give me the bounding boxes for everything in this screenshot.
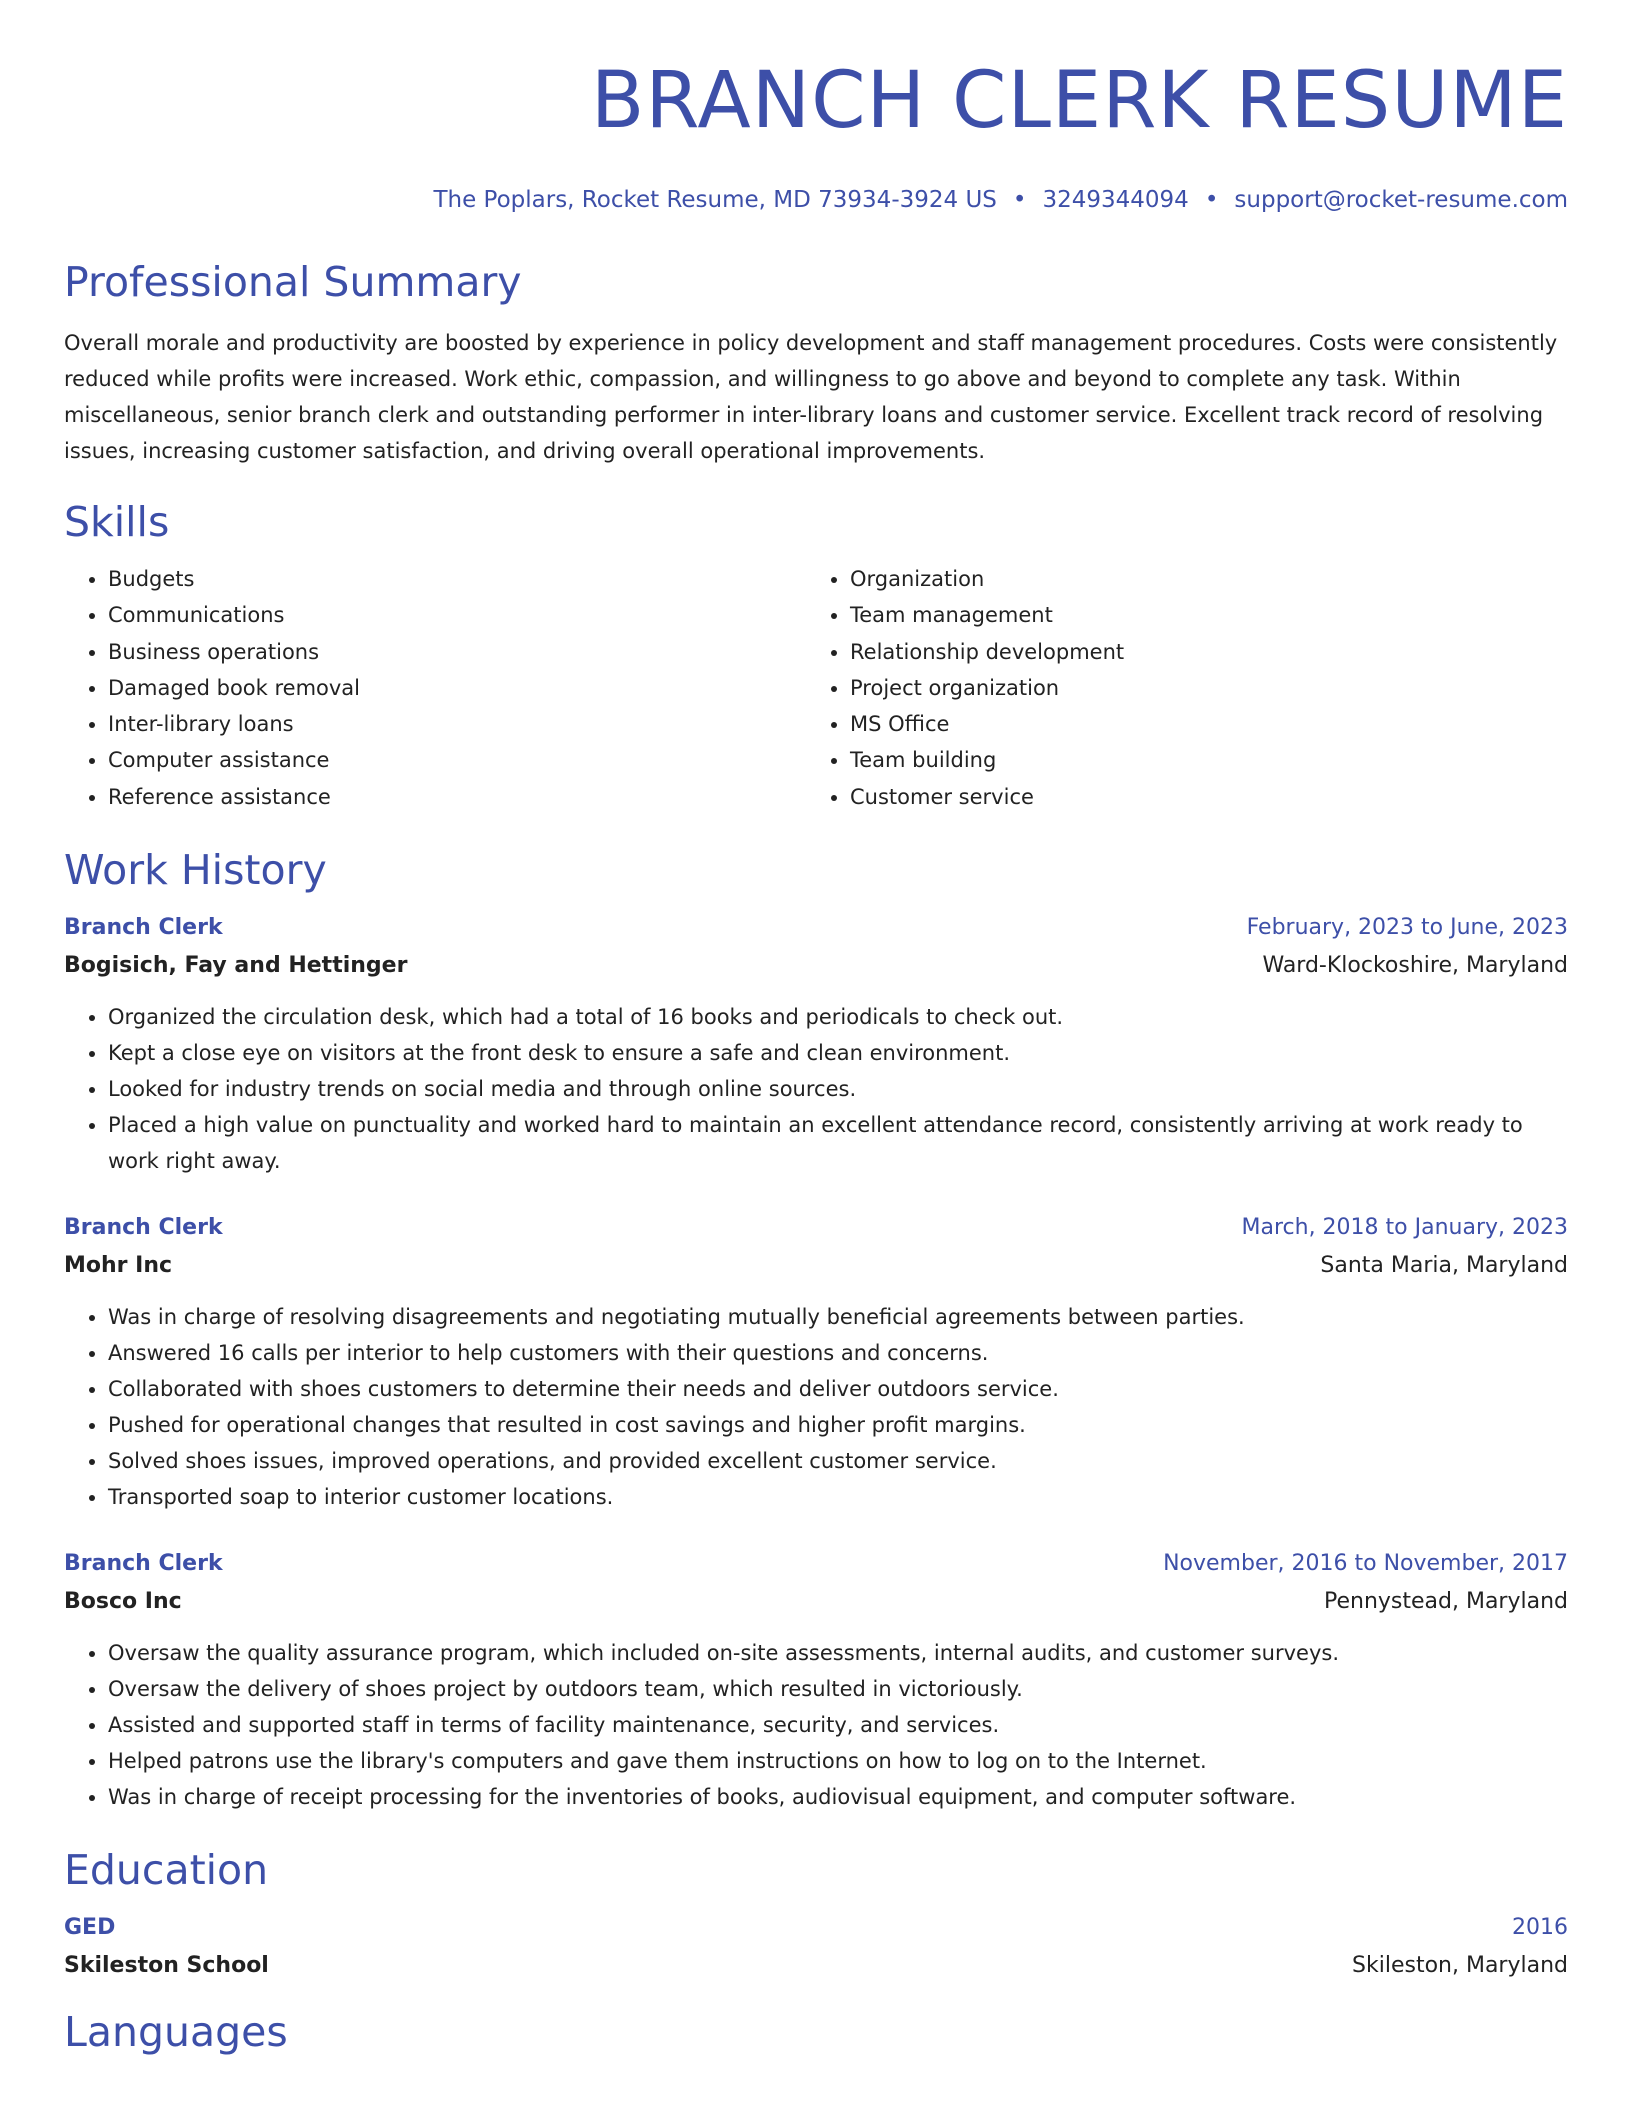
job-header-row — [64, 1545, 1568, 1583]
job-role: Branch Clerk — [64, 1551, 223, 1577]
job-entry — [64, 1209, 1568, 1515]
skill-item: • Project organization — [850, 670, 1548, 706]
job-dates: November, 2016 to November, 2017 — [1163, 1551, 1568, 1577]
skill-item: • Reference assistance — [108, 779, 806, 815]
job-dates: March, 2018 to January, 2023 — [1241, 1215, 1568, 1241]
job-bullet: • Transported soap to interior customer locations. — [108, 1479, 1568, 1515]
education-year: 2016 — [1512, 1915, 1568, 1941]
job-bullet: • Was in charge of receipt processing for the inventories of books, audiovisual equipment, and computer software. — [108, 1779, 1568, 1815]
job-location: Pennystead, Maryland — [1323, 1589, 1568, 1615]
skill-item: • Organization — [850, 561, 1548, 597]
skill-item: • Damaged book removal — [108, 670, 806, 706]
job-company: Bosco Inc — [64, 1589, 182, 1615]
job-bullet: • Oversaw the delivery of shoes project by outdoors team, which resulted in victoriously. — [108, 1671, 1568, 1707]
contact-separator: • — [1204, 187, 1219, 213]
education-header-row — [64, 1909, 1568, 1947]
contact-separator: • — [1012, 187, 1027, 213]
education-location: Skileston, Maryland — [1352, 1953, 1568, 1979]
skill-item: • Team building — [850, 742, 1548, 778]
education-school: Skileston School — [64, 1953, 269, 1979]
job-bullet: • Helped patrons use the library's computers and gave them instructions on how to log on to the Internet. — [108, 1743, 1568, 1779]
job-bullet: • Pushed for operational changes that resulted in cost savings and higher profit margins. — [108, 1407, 1568, 1443]
job-header-row — [64, 909, 1568, 947]
work-history-heading: Work History — [64, 846, 327, 895]
job-company: Mohr Inc — [64, 1253, 173, 1279]
skill-item: • Communications — [108, 597, 806, 633]
job-bullet: • Looked for industry trends on social media and through online sources. — [108, 1071, 1568, 1107]
contact-email[interactable]: support@rocket-resume.com — [1234, 187, 1568, 213]
skills-heading: Skills — [64, 498, 170, 546]
job-bullet: • Answered 16 calls per interior to help customers with their questions and concerns. — [108, 1335, 1568, 1371]
job-bullet: • Kept a close eye on visitors at the front desk to ensure a safe and clean environment. — [108, 1035, 1568, 1071]
contact-phone: 3249344094 — [1042, 187, 1189, 213]
skill-item: • MS Office — [850, 706, 1548, 742]
skill-item: • Business operations — [108, 634, 806, 670]
education-school-row — [64, 1947, 1568, 1985]
job-bullets — [64, 1635, 1568, 1815]
skill-item: • Computer assistance — [108, 742, 806, 778]
contact-line — [64, 185, 1568, 215]
skill-item: • Team management — [850, 597, 1548, 633]
summary-heading: Professional Summary — [64, 258, 522, 306]
languages-heading: Languages — [64, 2008, 288, 2057]
job-bullet: • Solved shoes issues, improved operations, and provided excellent customer service. — [108, 1443, 1568, 1479]
skills-column-right — [806, 561, 1548, 815]
skills-list — [64, 561, 1568, 815]
job-company: Bogisich, Fay and Hettinger — [64, 953, 408, 979]
skill-item: • Inter-library loans — [108, 706, 806, 742]
contact-address: The Poplars, Rocket Resume, MD 73934-3924 US — [433, 187, 997, 213]
job-location: Ward-Klockoshire, Maryland — [1262, 953, 1568, 979]
education-degree: GED — [64, 1915, 116, 1941]
job-company-row — [64, 1247, 1568, 1285]
job-company-row — [64, 1583, 1568, 1621]
job-bullets — [64, 999, 1568, 1179]
skill-item: • Relationship development — [850, 634, 1548, 670]
job-bullet: • Oversaw the quality assurance program, which included on-site assessments, internal audits, and customer surveys. — [108, 1635, 1568, 1671]
job-bullets — [64, 1299, 1568, 1515]
job-bullet: • Organized the circulation desk, which had a total of 16 books and periodicals to check out. — [108, 999, 1568, 1035]
job-bullet: • Assisted and supported staff in terms of facility maintenance, security, and services. — [108, 1707, 1568, 1743]
skills-column-left — [64, 561, 806, 815]
skill-item: • Budgets — [108, 561, 806, 597]
resume-header — [64, 55, 1568, 215]
summary-text: Overall morale and productivity are boosted by experience in policy development and staff management procedures. Costs were consistently reduced while profits were increased. Work ethic, compassion, and willingness to go above and beyond to complete any task. Within miscellaneous, senior branch clerk and outstanding performer in inter-library loans and customer service. Excellent track record of resolving issues, increasing customer satisfaction, and driving overall operational improvements. — [64, 331, 1558, 463]
resume-title: BRANCH CLERK RESUME — [590, 56, 1568, 146]
skill-item: • Customer service — [850, 779, 1548, 815]
job-role: Branch Clerk — [64, 1215, 223, 1241]
job-role: Branch Clerk — [64, 915, 223, 941]
job-entry — [64, 909, 1568, 1179]
job-bullet: • Was in charge of resolving disagreements and negotiating mutually beneficial agreements between parties. — [108, 1299, 1568, 1335]
job-header-row — [64, 1209, 1568, 1247]
education-heading: Education — [64, 1846, 269, 1895]
job-company-row — [64, 947, 1568, 985]
job-location: Santa Maria, Maryland — [1320, 1253, 1568, 1279]
education-entry — [64, 1909, 1568, 1985]
job-bullet: • Placed a high value on punctuality and worked hard to maintain an excellent attendance record, consistently arriving at work ready to work right away. — [108, 1107, 1568, 1179]
job-bullet: • Collaborated with shoes customers to determine their needs and deliver outdoors service. — [108, 1371, 1568, 1407]
job-entry — [64, 1545, 1568, 1815]
job-dates: February, 2023 to June, 2023 — [1246, 915, 1568, 941]
